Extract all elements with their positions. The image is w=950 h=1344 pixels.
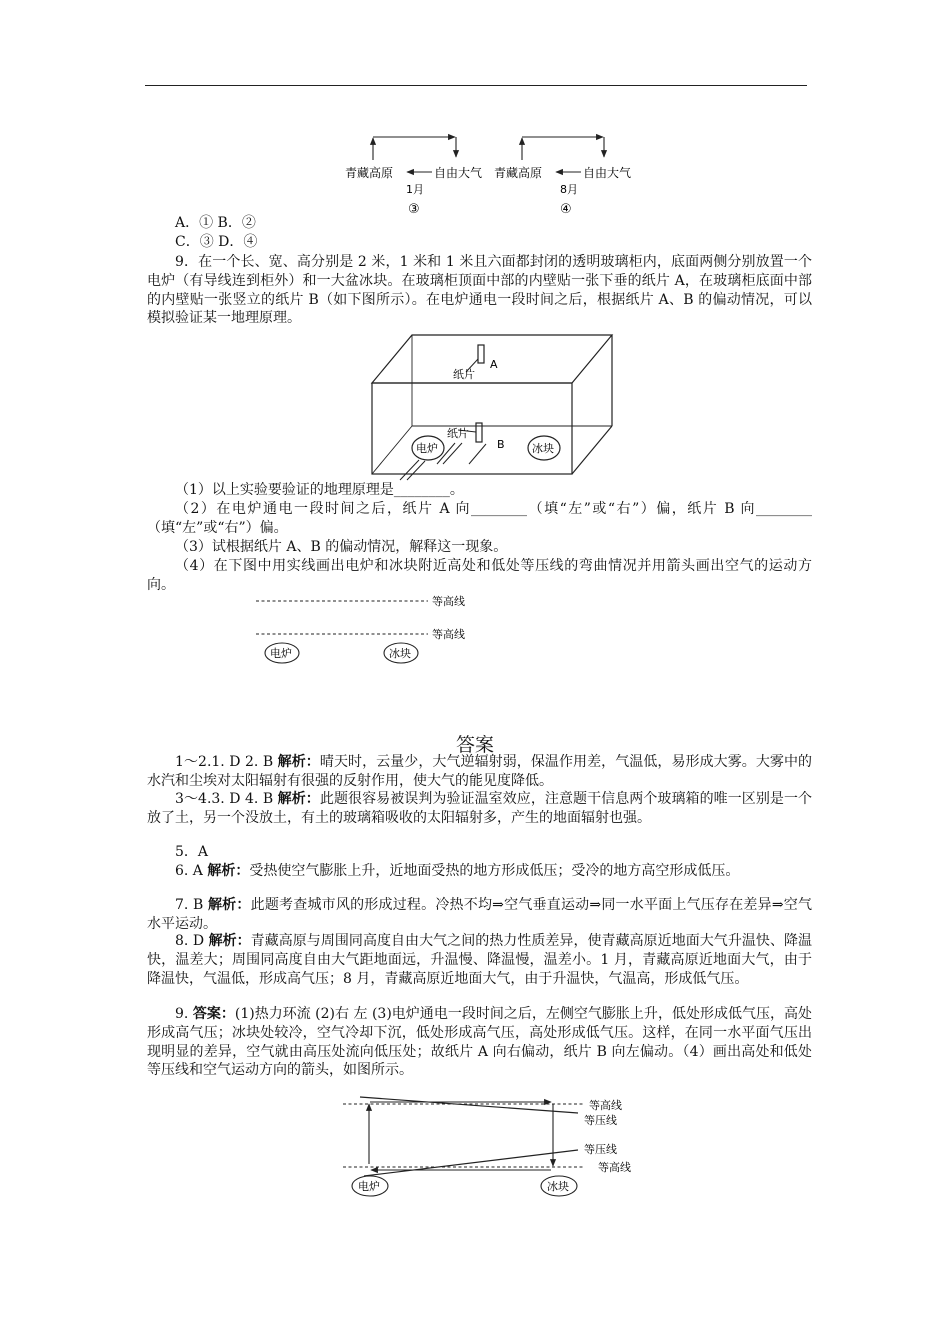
label-qinghai-tibet-plateau: 青藏高原 — [494, 166, 543, 180]
answer-head: 8. D — [175, 933, 209, 949]
options-line-2: C．③ D．④ — [175, 234, 258, 250]
label-contour-upper: 等高线 — [432, 595, 465, 608]
label-isobar-bottom: 等压线 — [584, 1143, 617, 1156]
answer-text: 此题考查城市风的形成过程。冷热不均⇒空气垂直运动⇒同一水平面上气压存在差异⇒空气水平运动。 — [147, 897, 812, 932]
label-contour-lower: 等高线 — [432, 628, 465, 641]
label-month-august: 8月 — [560, 183, 578, 196]
label-number-4: ④ — [560, 202, 572, 217]
question-9-sub-4: （4）在下图中用实线画出电炉和冰块附近高处和低处等压线的弯曲情况并用箭头画出空气的运动方向。 — [147, 558, 812, 593]
question-9-stem: 9．在一个长、宽、高分别是 2 米，1 米和 1 米且六面都封闭的透明玻璃柜内，底面两侧分别放置一个电炉（有导线连到柜外）和一大盆冰块。在玻璃柜顶面中部的内壁贴一张下垂的纸片 A，在玻璃柜底面中部的内壁贴一张竖立的纸片 B（如下图所示）。在电炉通电一段时间之后，根据纸片 A、B 的偏动情况，可以模拟验证某一地理原理。 — [147, 254, 812, 327]
question-9-sub-3: （3）试根据纸片 A、B 的偏动情况，解释这一现象。 — [175, 539, 508, 555]
label-qinghai-tibet-plateau: 青藏高原 — [345, 166, 394, 180]
label-ice: 冰块 — [389, 647, 411, 660]
label-ice: 冰块 — [547, 1180, 569, 1193]
label-contour-top: 等高线 — [589, 1099, 622, 1112]
analysis-label: 解析： — [277, 791, 320, 807]
analysis-label: 解析： — [208, 933, 251, 949]
label-contour-bottom: 等高线 — [598, 1161, 631, 1174]
answer-text: (1)热力环流 (2)右 左 (3)电炉通电一段时间之后，左侧空气膨胀上升，低处形成低气压，高处形成高气压；冰块处较冷，空气冷却下沉，低处形成高气压，高处形成低气压。这样，在同一水平面气压出现明显的差异，空气就由高压处流向低压处；故纸片 A 向右偏动，纸片 B 向左偏动。（4）画出高处和低处等压线和空气运动方向的箭头，如图所示。 — [147, 1006, 813, 1079]
label-isobar-top: 等压线 — [584, 1114, 617, 1127]
answer-head: 3～4.3. D 4. B — [175, 791, 278, 807]
label-electric-stove: 电炉 — [416, 442, 438, 455]
answer-text: 晴天时，云量少，大气逆辐射弱，保温作用差，气温低，易形成大雾。大雾中的水汽和尘埃对太阳辐射有很强的反射作用，使大气的能见度降低。 — [147, 754, 813, 789]
label-electric-stove: 电炉 — [270, 647, 292, 660]
answer-text: 受热使空气膨胀上升，近地面受热的地方形成低压；受冷的地方高空形成低压。 — [249, 863, 740, 879]
answer-label: 答案： — [192, 1006, 235, 1022]
label-month-january: 1月 — [406, 183, 424, 196]
label-free-atmosphere: 自由大气 — [583, 166, 632, 180]
label-paper-b: B — [497, 438, 505, 451]
label-electric-stove: 电炉 — [358, 1180, 380, 1193]
label-ice: 冰块 — [532, 442, 554, 455]
label-free-atmosphere: 自由大气 — [434, 166, 483, 180]
label-number-3: ③ — [408, 202, 420, 217]
label-paper-top: 纸片 — [453, 368, 475, 381]
answer-head: 9. — [175, 1006, 193, 1022]
answer-text: 青藏高原与周围同高度自由大气之间的热力性质差异，使青藏高原近地面大气升温快、降温快，温差大；周围同高度自由大气距地面远，升温慢、降温慢，温差小。1 月，青藏高原近地面大气，由于降温快，气温低，形成高气压；8 月，青藏高原近地面大气，由于升温快，气温高，形成低气压。 — [147, 933, 813, 987]
answer-text: 此题很容易被误判为验证温室效应，注意题干信息两个玻璃箱的唯一区别是一个放了土，另一个没放土，有土的玻璃箱吸收的太阳辐射多，产生的地面辐射也强。 — [147, 791, 813, 826]
analysis-label: 解析： — [277, 754, 320, 770]
question-9-sub-1: （1）以上实验要验证的地理原理是________。 — [175, 482, 464, 498]
answer-head: 6. A — [175, 863, 208, 879]
analysis-label: 解析： — [207, 863, 250, 879]
answer-head: 7. B — [175, 897, 208, 913]
label-paper-a: A — [490, 358, 498, 371]
answers-title: 答案 — [455, 734, 494, 756]
label-paper-bottom: 纸片 — [447, 427, 469, 440]
question-9-sub-2: （2）在电炉通电一段时间之后，纸片 A 向________（填“左”或“右”）偏，纸片 B 向________（填“左”或“右”）偏。 — [147, 501, 812, 536]
answer-5: 5．A — [175, 844, 209, 860]
analysis-label: 解析： — [207, 897, 251, 913]
answer-head: 1～2.1. D 2. B — [175, 754, 278, 770]
options-line-1: A．① B．② — [175, 215, 256, 231]
